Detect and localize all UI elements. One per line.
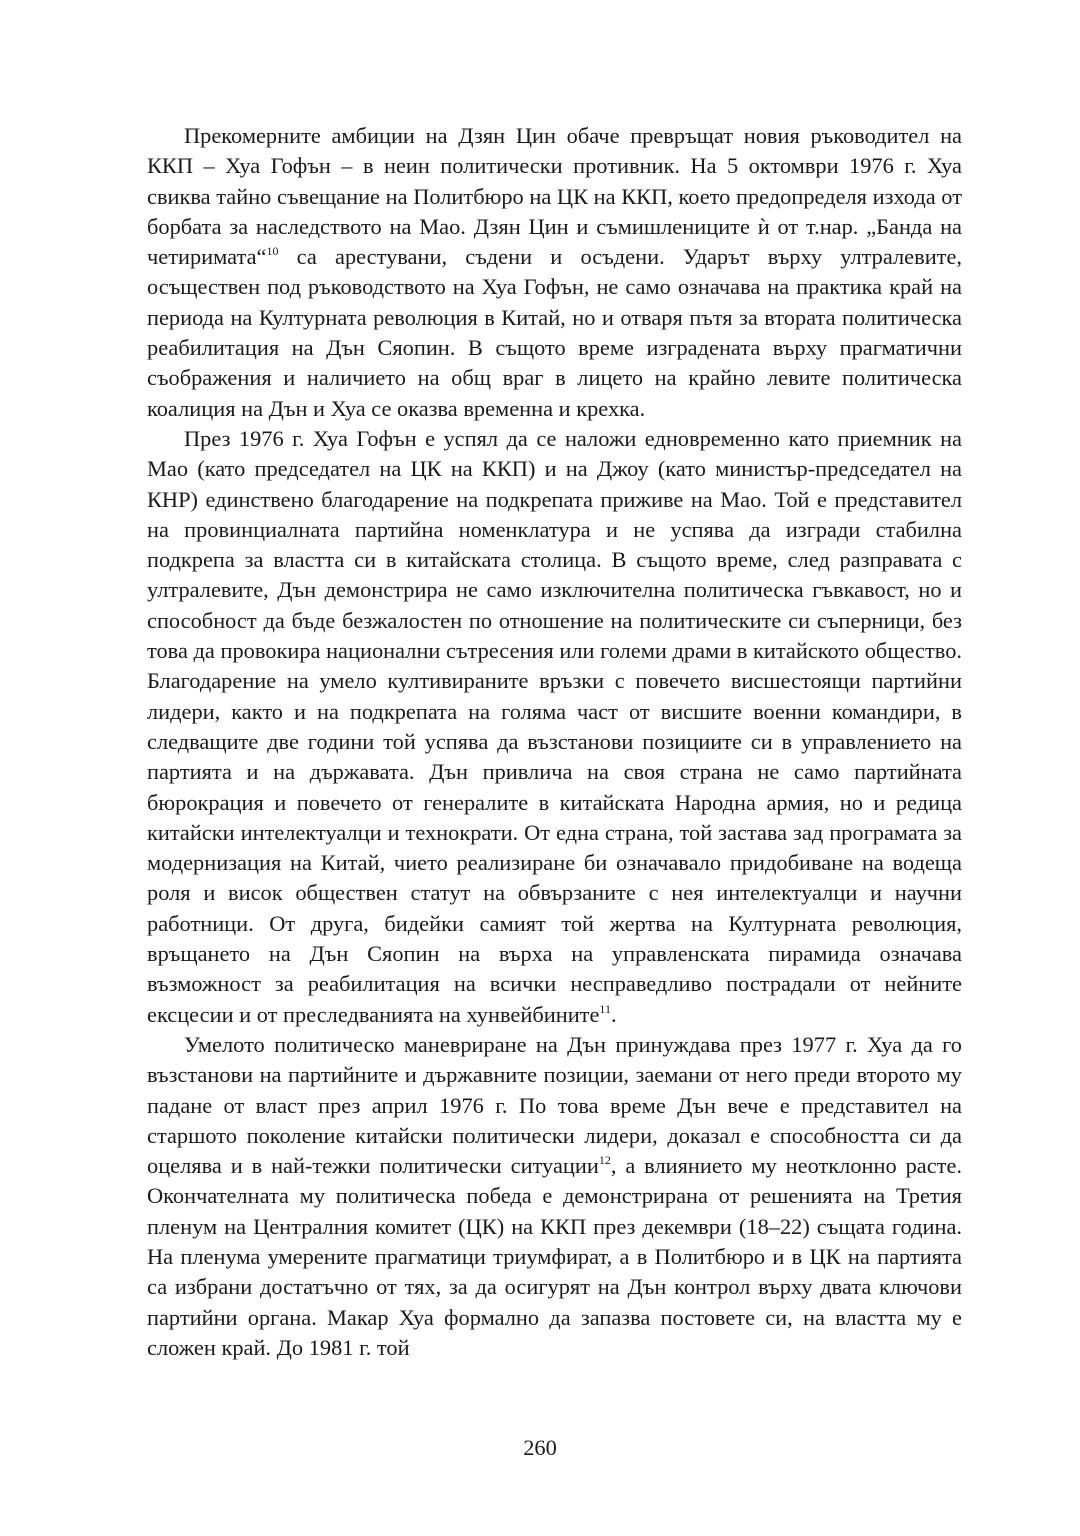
paragraph-text: През 1976 г. Хуа Гофън е успял да се наложи едновременно като приемник на Мао (като председател на ЦК на ККП) и на Джоу (като министър-председател на КНР) единствено благодарение на подкрепата приживе на Мао. Той е представител на провинциалната партийна номенклатура и не успява да изгради стабилна подкрепа за властта си в китайската столица. В същото време, след разправата с ултралевите, Дън демонстрира не само изключителна политическа гъвкавост, но и способност да бъде безжалостен по отношение на политическите си съперници, без това да провокира национални сътресения или големи драми в китайското общество. Благодарение на умело култивираните връзки с повечето висшестоящи партийни лидери, както и на подкрепата на голяма част от висшите военни командири, в следващите две години той успява да възстанови позициите си в управлението на партията и на държавата. Дън привлича на своя страна не само партийната бюрокрация и повечето от генералите в китайската Народна армия, но и редица китайски интелектуалци и технократи. От една страна, той застава зад програмата за модернизация на Китай, чието реализиране би означавало придобиване на водеща роля и висок обществен статут на обвързаните с нея интелектуалци и научни работници. От друга, бидейки самият той жертва на Културната революция, връщането на Дън Сяопин на върха на управленската пирамида означава възможност за реабилитация на всички несправедливо пострадали от нейните ексцесии и от преследванията на хунвейбините (147, 425, 962, 1027)
paragraph (147, 121, 962, 424)
paragraph-text: , а влиянието му неотклонно расте. Окончателната му политическа победа е демонстрирана от решенията на Третия пленум на Централния комитет (ЦК) на ККП през декември (18–22) същата година. На пленума умерените прагматици триумфират, а в Политбюро и в ЦК на партията са избрани достатъчно от тях, за да осигурят на Дън контрол върху двата ключови партийни органа. Макар Хуа формално да запазва постовете си, на властта му е сложен край. До 1981 г. той (147, 1153, 962, 1360)
paragraph-text: Умелото политическо маневриране на Дън принуждава през 1977 г. Хуа да го възстанови на партийните и държавните позиции, заемани от него преди второто му падане от власт през април 1976 г. По това време Дън вече е представител на старшото поколение китайски политически лидери, доказал е способността си да оцелява и в най-тежки политически ситуации (147, 1031, 962, 1179)
paragraph-text: Прекомерните амбиции на Дзян Цин обаче превръщат новия ръководител на ККП – Хуа Гофън – в неин политически противник. На 5 октомври 1976 г. Хуа свиква тайно съвещание на Политбюро на ЦК на ККП, което предопределя изхода от борбата за наследството на Мао. Дзян Цин и съмишлениците ѝ от т.нар. „Банда на четиримата“ (147, 123, 962, 270)
footnote-ref: 12 (598, 1153, 611, 1168)
footnote-ref: 11 (599, 1001, 611, 1016)
paragraph-text: са арестувани, съдени и осъдени. Ударът върху ултралевите, осъществен под ръководството на Хуа Гофън, не само означава на практика край на периода на Културната революция в Китай, но и отваря пътя за втората политическа реабилитация на Дън Сяопин. В същото време изградената върху прагматични съображения и наличието на общ враг в лицето на крайно левите политическа коалиция на Дън и Хуа се оказва временна и крехка. (147, 244, 962, 421)
paragraph-text: . (610, 1001, 617, 1027)
footnote-ref: 10 (266, 244, 279, 259)
page-number: 260 (523, 1435, 557, 1460)
body-text (147, 121, 962, 1363)
paragraph (147, 1030, 962, 1363)
paragraph (147, 424, 962, 1030)
